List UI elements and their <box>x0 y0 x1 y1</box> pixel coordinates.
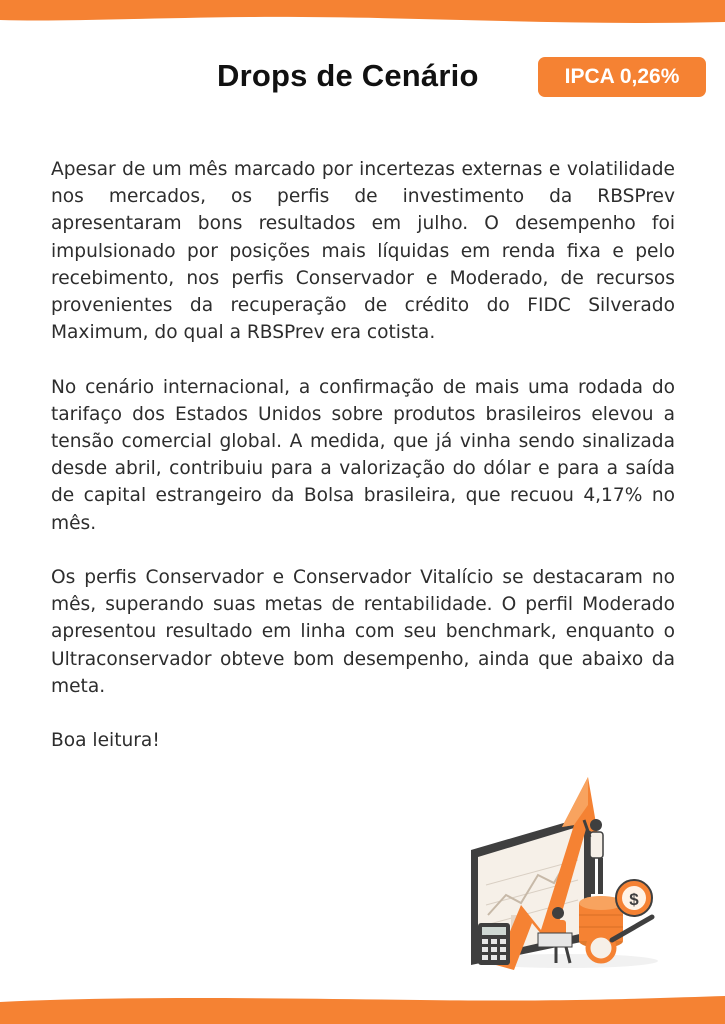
top-decorative-band <box>0 0 725 30</box>
dollar-symbol: $ <box>629 890 639 909</box>
paragraph-profiles: Os perfis Conservador e Conservador Vitalício se destacaram no mês, superando suas metas de rentabilidade. O perfil Moderado apresentou resultado em linha com seu benchmark, enquanto o Ultraconservador obteve bom desempenho, ainda que abaixo da meta. <box>51 567 675 697</box>
paragraph-intro: Apesar de um mês marcado por incertezas externas e volatilidade nos mercados, os perfis de investimento da RBSPrev apresentaram bons resultados em julho. O desempenho foi impulsionado por posições mais líquidas em renda fixa e pelo recebimento, nos perfis Conservador e Moderado, de recursos provenientes da recuperação de crédito do FIDC Silverado Maximum, do qual a RBSPrev era cotista. <box>51 159 675 344</box>
paragraph-international: No cenário internacional, a confirmação de mais uma rodada do tarifaço dos Estados Unidos sobre produtos brasileiros elevou a tensão comercial global. A medida, que já vinha sendo sinalizada desde abril, contribuiu para a valorização do dólar e para a saída de capital estrangeiro da Bolsa brasileira, que recuou 4,17% no mês. <box>51 376 675 534</box>
calculator-icon <box>478 923 510 965</box>
financial-growth-illustration-icon <box>466 765 666 970</box>
dollar-coin-icon <box>616 880 652 916</box>
article-body <box>51 156 675 782</box>
ipca-badge: IPCA 0,26% <box>538 57 706 97</box>
bottom-decorative-band <box>0 992 725 1024</box>
page-title: Drops de Cenário <box>217 58 479 93</box>
paragraph-closing: Boa leitura! <box>51 730 160 752</box>
